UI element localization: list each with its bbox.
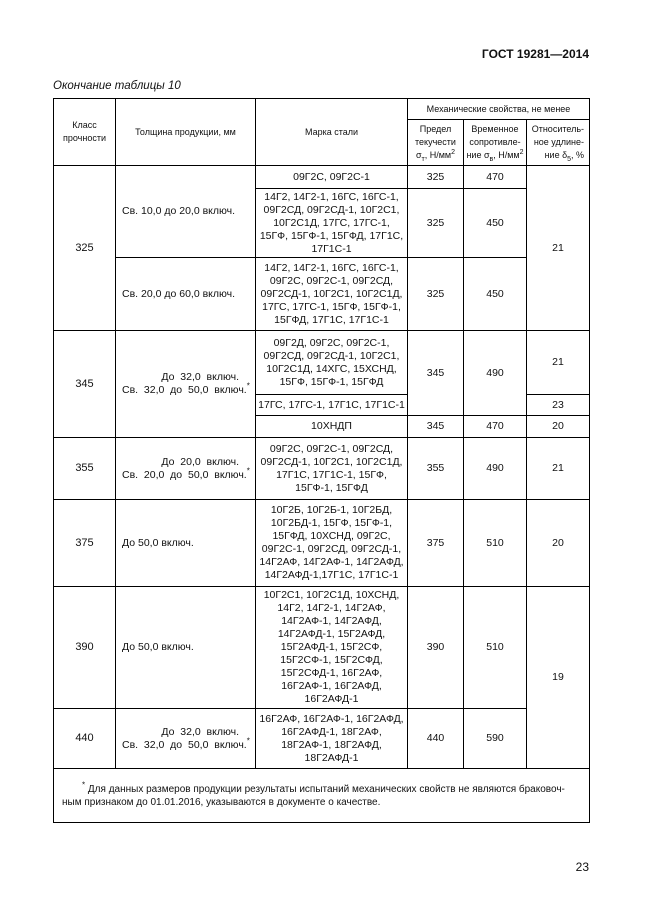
header-thickness: Толщина продукции, мм — [116, 99, 256, 166]
class-355: 355 — [54, 438, 116, 500]
table-caption: Окончание таблицы 10 — [53, 80, 181, 92]
thickness-cell: Св. 20,0 до 60,0 включ. — [116, 258, 256, 331]
grade-cell: 16Г2АФ, 16Г2АФ-1, 16Г2АФД, 16Г2АФД-1, 18Г2АФ, 18Г2АФ-1, 18Г2АФД, 18Г2АФД-1 — [256, 709, 408, 769]
tensile-cell: 510 — [464, 500, 527, 587]
elongation-cell: 20 — [527, 416, 590, 438]
mechanical-properties-table — [53, 98, 590, 823]
elongation-cell: 21 — [527, 166, 590, 331]
yield-cell: 345 — [408, 331, 464, 416]
header-strength-class: Класс прочности — [54, 99, 116, 166]
thickness-cell: До 50,0 включ. — [116, 500, 256, 587]
yield-cell: 355 — [408, 438, 464, 500]
header-yield: Предел текучести $\sigma_т$, $Н/мм^2$ — [408, 120, 464, 166]
class-325: 325 — [54, 166, 116, 331]
yield-cell: 325 — [408, 166, 464, 189]
footnote: * Для данных размеров продукции результаты испытаний механических свойств не являются браковоч- ным признаком до 01.01.2016, указываются в документе о качестве. — [54, 769, 590, 823]
thickness-cell: До 32,0 включ. Св. 32,0 до 50,0 включ.* — [116, 331, 256, 438]
header-steel-grade: Марка стали — [256, 99, 408, 166]
header-tensile: Временное сопротивле- ние $\sigma_в$, $Н/мм^2$ — [464, 120, 527, 166]
grade-cell: 10ХНДП — [256, 416, 408, 438]
table-row — [54, 258, 590, 331]
elongation-cell: 20 — [527, 500, 590, 587]
tensile-cell: 470 — [464, 166, 527, 189]
tensile-cell: 470 — [464, 416, 527, 438]
class-375: 375 — [54, 500, 116, 587]
table-row — [54, 709, 590, 769]
grade-cell: 09Г2С, 09Г2С-1, 09Г2СД, 09Г2СД-1, 10Г2С1, 10Г2С1Д, 17Г1С, 17Г1С-1, 15ГФ, 15ГФ-1, 15ГФД — [256, 438, 408, 500]
tensile-cell: 490 — [464, 438, 527, 500]
elongation-cell: 23 — [527, 395, 590, 416]
grade-cell: 14Г2, 14Г2-1, 16ГС, 16ГС-1, 09Г2С, 09Г2С-1, 09Г2СД, 09Г2СД-1, 10Г2С1, 10Г2С1Д, 17ГС, 17ГС-1, 15ГФ, 15ГФ-1, 15ГФД, 17Г1С, 17Г1С-1 — [256, 258, 408, 331]
thickness-cell: Св. 10,0 до 20,0 включ. — [116, 166, 256, 258]
yield-cell: 345 — [408, 416, 464, 438]
standard-header: ГОСТ 19281—2014 — [481, 47, 589, 61]
yield-cell: 375 — [408, 500, 464, 587]
table-row — [54, 500, 590, 587]
class-345: 345 — [54, 331, 116, 438]
table-row — [54, 166, 590, 189]
table-row — [54, 587, 590, 709]
grade-cell: 09Г2С, 09Г2С-1 — [256, 166, 408, 189]
class-390: 390 — [54, 587, 116, 709]
grade-cell: 10Г2С1, 10Г2С1Д, 10ХСНД, 14Г2, 14Г2-1, 14Г2АФ, 14Г2АФ-1, 14Г2АФД, 14Г2АФД-1, 15Г2АФД, 15Г2АФД-1, 15Г2СФ, 15Г2СФ-1, 15Г2СФД, 15Г2СФД-1, 16Г2АФ, 16Г2АФ-1, 16Г2АФД, 16Г2АФД-1 — [256, 587, 408, 709]
yield-cell: 390 — [408, 587, 464, 709]
table-row — [54, 438, 590, 500]
class-440: 440 — [54, 709, 116, 769]
elongation-cell: 19 — [527, 587, 590, 769]
thickness-cell: До 32,0 включ. Св. 32,0 до 50,0 включ.* — [116, 709, 256, 769]
footnote-row — [54, 769, 590, 823]
grade-cell: 14Г2, 14Г2-1, 16ГС, 16ГС-1, 09Г2СД, 09Г2СД-1, 10Г2С1, 10Г2С1Д, 17ГС, 17ГС-1, 15ГФ, 15ГФ-1, 15ГФД, 17Г1С, 17Г1С-1 — [256, 189, 408, 258]
page-number: 23 — [575, 860, 589, 874]
yield-cell: 325 — [408, 189, 464, 258]
grade-cell: 10Г2Б, 10Г2Б-1, 10Г2БД, 10Г2БД-1, 15ГФ, 15ГФ-1, 15ГФД, 10ХСНД, 09Г2С, 09Г2С-1, 09Г2СД, 09Г2СД-1, 14Г2АФ, 14Г2АФ-1, 14Г2АФД, 14Г2АФД-1,17Г1С, 17Г1С-1 — [256, 500, 408, 587]
table-row — [54, 331, 590, 395]
header-mech-props: Механические свойства, не менее — [408, 99, 590, 120]
header-elongation: Относитель- ное удлине- ние $\delta_5$, % — [527, 120, 590, 166]
grade-cell: 09Г2Д, 09Г2С, 09Г2С-1, 09Г2СД, 09Г2СД-1, 10Г2С1, 10Г2С1Д, 14ХГС, 15ХСНД, 15ГФ, 15ГФ-1, 15ГФД — [256, 331, 408, 395]
tensile-cell: 490 — [464, 331, 527, 416]
thickness-cell: До 50,0 включ. — [116, 587, 256, 709]
yield-cell: 325 — [408, 258, 464, 331]
tensile-cell: 450 — [464, 258, 527, 331]
tensile-cell: 590 — [464, 709, 527, 769]
yield-cell: 440 — [408, 709, 464, 769]
tensile-cell: 510 — [464, 587, 527, 709]
elongation-cell: 21 — [527, 438, 590, 500]
grade-cell: 17ГС, 17ГС-1, 17Г1С, 17Г1С-1 — [256, 395, 408, 416]
thickness-cell: До 20,0 включ. Св. 20,0 до 50,0 включ.* — [116, 438, 256, 500]
elongation-cell: 21 — [527, 331, 590, 395]
tensile-cell: 450 — [464, 189, 527, 258]
